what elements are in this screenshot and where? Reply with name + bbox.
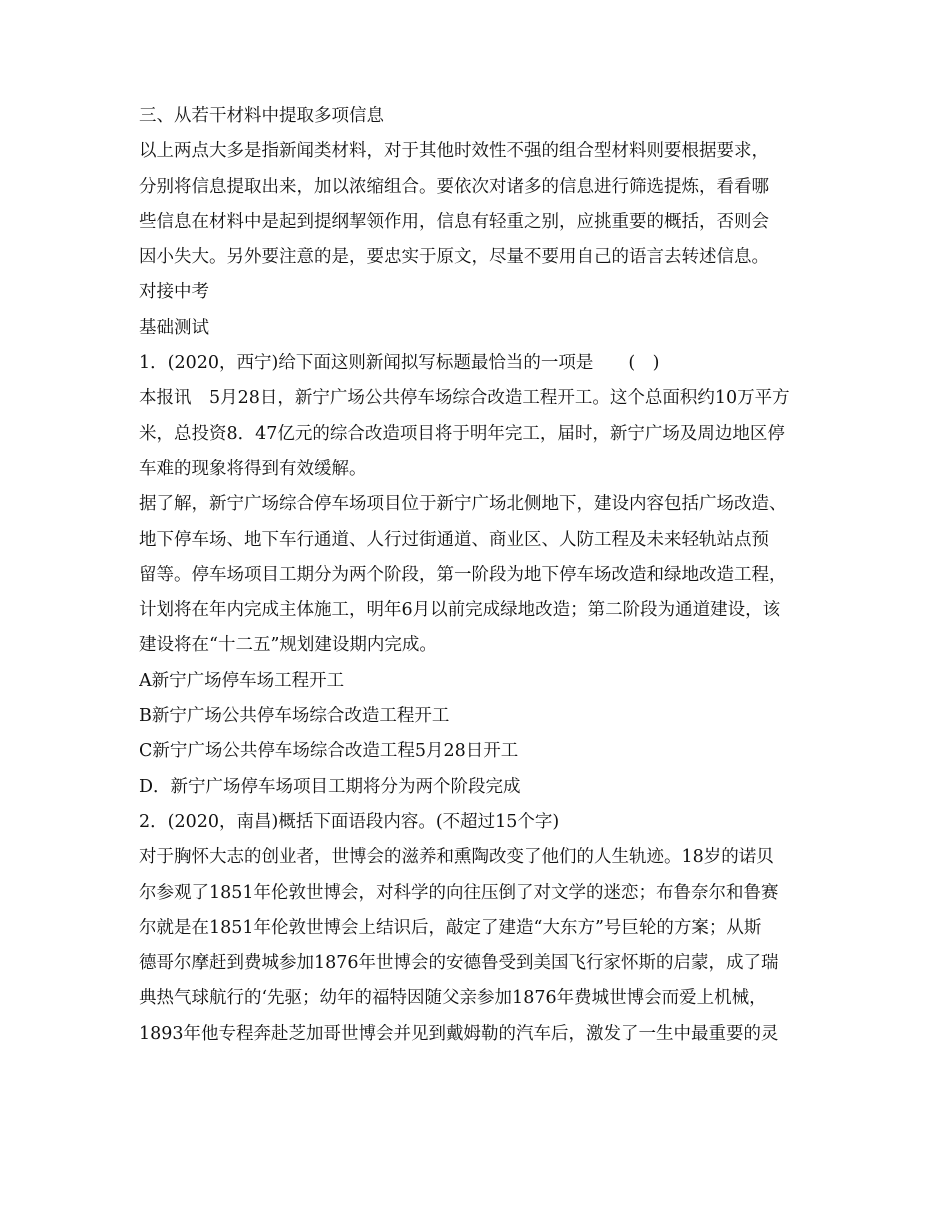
- body-line: 米，总投资8．47亿元的综合改造项目将于明年完工，届时，新宁广场及周边地区停: [139, 423, 785, 444]
- body-line: 计划将在年内完成主体施工，明年6月以前完成绿地改造；第二阶段为通道建设，该: [139, 600, 781, 621]
- body-line: 德哥尔摩赶到费城参加1876年世博会的安德鲁受到美国飞行家怀斯的启蒙，成了瑞: [139, 953, 779, 974]
- body-line: 地下停车场、地下车行通道、人行过街通道、商业区、人防工程及未来轻轨站点预: [139, 529, 769, 550]
- subsection-heading: 基础测试: [139, 317, 209, 338]
- option-b: B新宁广场公共停车场综合改造工程开工: [139, 706, 450, 727]
- body-line: 车难的现象将得到有效缓解。: [139, 458, 367, 479]
- body-line: 对于胸怀大志的创业者，世博会的滋养和熏陶改变了他们的人生轨迹。18岁的诺贝: [139, 847, 774, 868]
- body-line: 因小失大。另外要注意的是，要忠实于原文，尽量不要用自己的语言去转述信息。: [139, 247, 769, 268]
- subsection-heading: 对接中考: [139, 282, 209, 303]
- body-line: 本报讯 5月28日，新宁广场公共停车场综合改造工程开工。这个总面积约10万平方: [139, 388, 790, 409]
- body-line: 典热气球航行的‘先驱；幼年的福特因随父亲参加1876年费城世博会而爱上机械，: [139, 988, 767, 1009]
- body-line: 些信息在材料中是起到提纲挈领作用，信息有轻重之别，应挑重要的概括，否则会: [139, 211, 769, 232]
- document-body: [139, 99, 829, 1052]
- body-line: 尔参观了1851年伦敦世博会，对科学的向往压倒了对文学的迷恋；布鲁奈尔和鲁赛: [139, 882, 779, 903]
- body-line: 建设将在“十二五”规划建设期内完成。: [139, 635, 437, 656]
- section-heading: 三、从若干材料中提取多项信息: [139, 106, 384, 126]
- option-a: A新宁广场停车场工程开工: [139, 670, 345, 691]
- option-c: C新宁广场公共停车场综合改造工程5月28日开工: [139, 741, 519, 762]
- body-line: 1893年他专程奔赴芝加哥世博会并见到戴姆勒的汽车后，激发了一生中最重要的灵: [139, 1023, 779, 1044]
- question-2-stem: 2．(2020，南昌)概括下面语段内容。(不超过15个字): [139, 811, 560, 832]
- question-1-stem: 1．(2020，西宁)给下面这则新闻拟写标题最恰当的一项是 ( ): [139, 353, 660, 374]
- option-d: D．新宁广场停车场项目工期将分为两个阶段完成: [139, 776, 521, 797]
- body-line: 留等。停车场项目工期分为两个阶段，第一阶段为地下停车场改造和绿地改造工程，: [139, 564, 787, 585]
- body-line: 据了解，新宁广场综合停车场项目位于新宁广场北侧地下，建设内容包括广场改造、: [139, 494, 787, 515]
- body-line: 尔就是在1851年伦敦世博会上结识后，敲定了建造“大东方”号巨轮的方案；从斯: [139, 917, 762, 938]
- body-line: 分别将信息提取出来，加以浓缩组合。要依次对诸多的信息进行筛选提炼，看看哪: [139, 176, 769, 197]
- body-line: 以上两点大多是指新闻类材料，对于其他时效性不强的组合型材料则要根据要求，: [139, 141, 769, 162]
